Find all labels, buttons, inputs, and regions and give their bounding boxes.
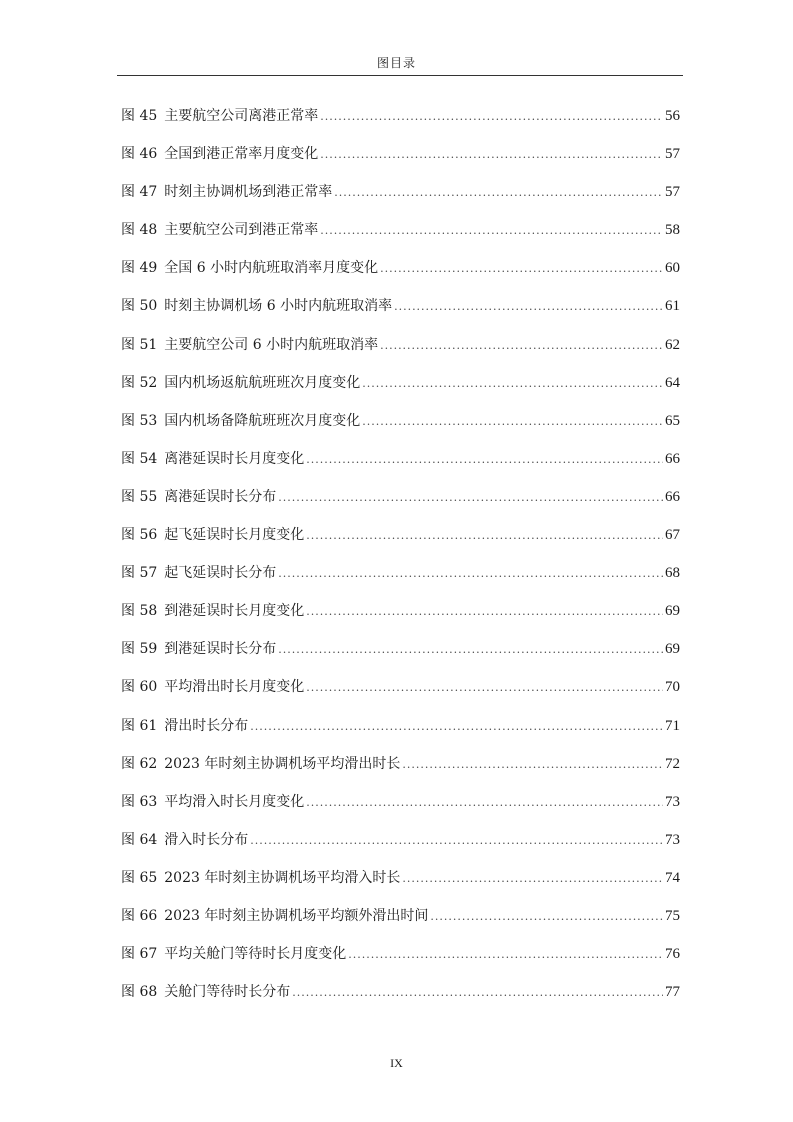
toc-entry[interactable] (121, 173, 680, 211)
page-number: 77 (665, 984, 680, 1001)
page-number: 70 (665, 679, 680, 696)
page-number: 72 (665, 755, 680, 772)
toc-entry[interactable] (121, 364, 680, 402)
toc-entry[interactable] (121, 859, 680, 897)
toc-entry[interactable] (121, 821, 680, 859)
dot-leader (250, 822, 663, 860)
dot-leader (306, 441, 663, 479)
figure-number: 图 65 (121, 869, 158, 886)
entry-label (121, 135, 318, 173)
figure-number: 图 54 (121, 450, 158, 467)
toc-entry[interactable] (121, 211, 680, 249)
figure-number: 图 51 (121, 336, 158, 353)
page-number: 71 (665, 717, 680, 734)
toc-entry[interactable] (121, 707, 680, 745)
page-number: 76 (665, 946, 680, 963)
figure-title: 到港延误时长月度变化 (164, 603, 305, 620)
dot-leader (320, 212, 663, 250)
entry-label (121, 783, 304, 821)
figure-title: 平均滑入时长月度变化 (164, 793, 305, 810)
dot-leader (348, 936, 663, 974)
toc-entry[interactable] (121, 592, 680, 630)
figure-number: 图 55 (121, 488, 158, 505)
dot-leader (334, 174, 663, 212)
figure-title: 起飞延误时长月度变化 (164, 527, 305, 544)
entry-label (121, 668, 304, 706)
figure-number: 图 59 (121, 641, 158, 658)
page-number: 75 (665, 907, 680, 924)
entry-label (121, 859, 400, 897)
entry-label (121, 592, 304, 630)
figure-title: 离港延误时长分布 (164, 488, 277, 505)
toc-entry[interactable] (121, 897, 680, 935)
page-number: 73 (665, 793, 680, 810)
figure-title: 2023 年时刻主协调机场平均滑出时长 (164, 755, 401, 772)
page-number: 66 (665, 450, 680, 467)
page-number: 67 (665, 527, 680, 544)
figure-number: 图 58 (121, 603, 158, 620)
figure-index-list (121, 97, 680, 1011)
entry-label (121, 249, 378, 287)
dot-leader (362, 403, 663, 441)
figure-number: 图 57 (121, 565, 158, 582)
figure-number: 图 56 (121, 527, 158, 544)
dot-leader (320, 136, 663, 174)
page-number: 65 (665, 412, 680, 429)
dot-leader (278, 631, 663, 669)
page-number: 64 (665, 374, 680, 391)
figure-number: 图 64 (121, 831, 158, 848)
figure-number: 图 53 (121, 412, 158, 429)
toc-entry[interactable] (121, 554, 680, 592)
entry-label (121, 364, 360, 402)
dot-leader (320, 98, 663, 136)
dot-leader (394, 288, 663, 326)
entry-label (121, 402, 360, 440)
figure-title: 到港延误时长分布 (164, 641, 277, 658)
entry-label (121, 440, 304, 478)
figure-title: 主要航空公司到港正常率 (164, 222, 319, 239)
toc-entry[interactable] (121, 135, 680, 173)
entry-label (121, 516, 304, 554)
entry-label (121, 97, 318, 135)
figure-number: 图 67 (121, 946, 158, 963)
toc-entry[interactable] (121, 97, 680, 135)
page-number: 68 (665, 565, 680, 582)
figure-title: 国内机场返航航班班次月度变化 (164, 374, 361, 391)
entry-label (121, 478, 276, 516)
header-divider (117, 75, 683, 76)
page-number: 62 (665, 336, 680, 353)
page-number: 69 (665, 641, 680, 658)
toc-entry[interactable] (121, 973, 680, 1011)
dot-leader (278, 555, 663, 593)
page-number: 69 (665, 603, 680, 620)
figure-title: 滑出时长分布 (164, 717, 249, 734)
entry-label (121, 707, 248, 745)
page-number: 74 (665, 869, 680, 886)
dot-leader (306, 517, 663, 555)
dot-leader (380, 327, 663, 365)
dot-leader (380, 250, 663, 288)
figure-title: 全国 6 小时内航班取消率月度变化 (164, 260, 379, 277)
figure-title: 滑入时长分布 (164, 831, 249, 848)
figure-number: 图 68 (121, 984, 158, 1001)
page-number: 57 (665, 184, 680, 201)
dot-leader (402, 746, 663, 784)
figure-title: 2023 年时刻主协调机场平均滑入时长 (164, 869, 401, 886)
entry-label (121, 554, 276, 592)
toc-entry[interactable] (121, 516, 680, 554)
entry-label (121, 211, 318, 249)
page-number: 56 (665, 108, 680, 124)
page-number: 60 (665, 260, 680, 277)
page-number: 57 (665, 146, 680, 163)
toc-entry[interactable] (121, 668, 680, 706)
toc-entry[interactable] (121, 630, 680, 668)
figure-title: 国内机场备降航班班次月度变化 (164, 412, 361, 429)
toc-entry[interactable] (121, 478, 680, 516)
dot-leader (306, 593, 663, 631)
figure-number: 图 48 (121, 222, 158, 239)
entry-label (121, 745, 400, 783)
page-number: 58 (665, 222, 680, 239)
figure-number: 图 60 (121, 679, 158, 696)
dot-leader (306, 669, 663, 707)
figure-number: 图 61 (121, 717, 158, 734)
figure-title: 主要航空公司离港正常率 (164, 108, 319, 124)
entry-label (121, 973, 290, 1011)
dot-leader (292, 974, 663, 1012)
toc-entry[interactable] (121, 326, 680, 364)
figure-title: 起飞延误时长分布 (164, 565, 277, 582)
figure-number: 图 52 (121, 374, 158, 391)
page-number: 61 (665, 298, 680, 315)
figure-number: 图 50 (121, 298, 158, 315)
footer-page-number: IX (390, 1056, 403, 1070)
figure-number: 图 63 (121, 793, 158, 810)
dot-leader (362, 365, 663, 403)
figure-number: 图 62 (121, 755, 158, 772)
figure-title: 时刻主协调机场到港正常率 (164, 184, 333, 201)
toc-entry[interactable] (121, 249, 680, 287)
figure-number: 图 47 (121, 184, 158, 201)
figure-number: 图 66 (121, 907, 158, 924)
dot-leader (402, 860, 663, 898)
dot-leader (278, 479, 663, 517)
toc-entry[interactable] (121, 287, 680, 325)
figure-number: 图 49 (121, 260, 158, 277)
dot-leader (250, 708, 663, 746)
toc-entry[interactable] (121, 745, 680, 783)
entry-label (121, 173, 332, 211)
dot-leader (306, 784, 663, 822)
figure-title: 全国到港正常率月度变化 (164, 146, 319, 163)
entry-label (121, 897, 428, 935)
figure-title: 2023 年时刻主协调机场平均额外滑出时间 (164, 907, 429, 924)
figure-number: 图 46 (121, 146, 158, 163)
toc-entry[interactable] (121, 783, 680, 821)
dot-leader (430, 898, 663, 936)
figure-title: 平均关舱门等待时长月度变化 (164, 946, 347, 963)
entry-label (121, 630, 276, 668)
figure-title: 关舱门等待时长分布 (164, 984, 291, 1001)
page-number: 73 (665, 831, 680, 848)
figure-title: 时刻主协调机场 6 小时内航班取消率 (164, 298, 393, 315)
page-header-title: 图目录 (376, 56, 416, 70)
page-number: 66 (665, 488, 680, 505)
toc-entry[interactable] (121, 402, 680, 440)
figure-title: 主要航空公司 6 小时内航班取消率 (164, 336, 379, 353)
figure-number: 图 45 (121, 108, 158, 124)
figure-title: 平均滑出时长月度变化 (164, 679, 305, 696)
entry-label (121, 935, 346, 973)
entry-label (121, 287, 392, 325)
figure-title: 离港延误时长月度变化 (164, 450, 305, 467)
entry-label (121, 326, 378, 364)
toc-entry[interactable] (121, 935, 680, 973)
toc-entry[interactable] (121, 440, 680, 478)
entry-label (121, 821, 248, 859)
